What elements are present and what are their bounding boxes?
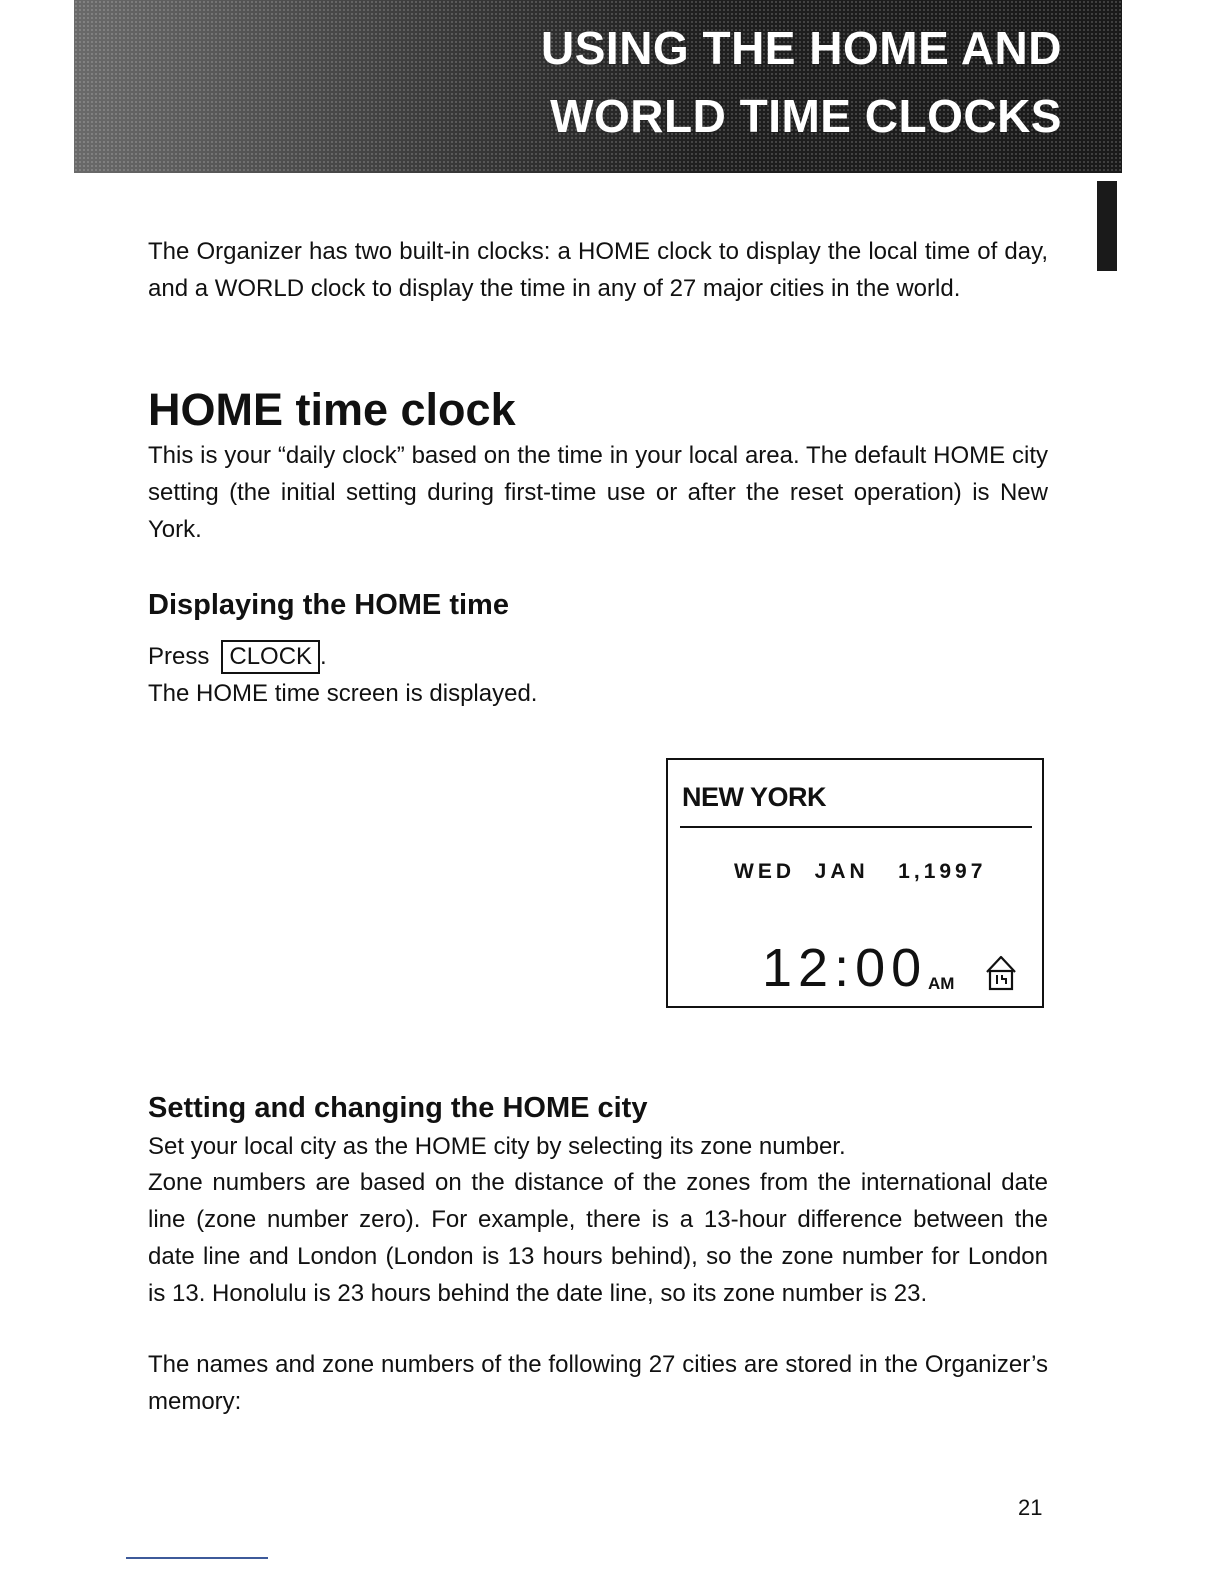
lcd-date: WED JAN 1,1997 bbox=[734, 860, 987, 883]
footer-rule bbox=[126, 1557, 268, 1559]
lcd-time: 12:00 bbox=[762, 938, 928, 998]
home-clock-icon bbox=[984, 954, 1018, 992]
chapter-tab-marker bbox=[1097, 181, 1117, 271]
chapter-title-line-2: WORLD TIME CLOCKS bbox=[550, 90, 1062, 142]
page-number: 21 bbox=[1018, 1495, 1043, 1520]
lcd-divider bbox=[680, 826, 1032, 828]
press-end: . bbox=[320, 643, 327, 670]
clock-key: CLOCK bbox=[221, 640, 320, 674]
intro-paragraph: The Organizer has two built-in clocks: a HOME clock to display the local time of day, and a WORLD clock to display the time in any of 27 major cities in the world. bbox=[148, 238, 1048, 302]
setting-paragraph-1: Set your local city as the HOME city by selecting its zone number. bbox=[148, 1133, 846, 1160]
press-label: Press bbox=[148, 643, 210, 670]
setting-paragraph-2: Zone numbers are based on the distance of the zones from the international date line (zone number zero). For example, there is a 13-hour difference between the date line and London (London is 13 hours behind), so the zone number for London is 13. Honolulu is 23 hours behind the date line, so its zone number is 23. bbox=[148, 1169, 1048, 1307]
home-clock-description: This is your “daily clock” based on the time in your local area. The default HOME city setting (the initial setting during first-time use or after the reset operation) is New York. bbox=[148, 442, 1048, 543]
chapter-banner bbox=[74, 0, 1122, 173]
lcd-city-name: NEW YORK bbox=[682, 782, 827, 812]
home-time-lcd-screen bbox=[666, 758, 1044, 1008]
setting-home-city-heading: Setting and changing the HOME city bbox=[148, 1092, 648, 1124]
chapter-title-line-1: USING THE HOME AND bbox=[541, 22, 1062, 74]
setting-paragraph-3: The names and zone numbers of the following 27 cities are stored in the Organizer’s memory: bbox=[148, 1351, 1048, 1415]
chapter-title bbox=[541, 14, 1062, 150]
lcd-am-pm: AM bbox=[928, 974, 955, 993]
home-clock-heading: HOME time clock bbox=[148, 384, 516, 435]
press-instruction bbox=[148, 638, 327, 675]
displaying-home-time-heading: Displaying the HOME time bbox=[148, 589, 509, 621]
home-screen-result: The HOME time screen is displayed. bbox=[148, 680, 538, 707]
